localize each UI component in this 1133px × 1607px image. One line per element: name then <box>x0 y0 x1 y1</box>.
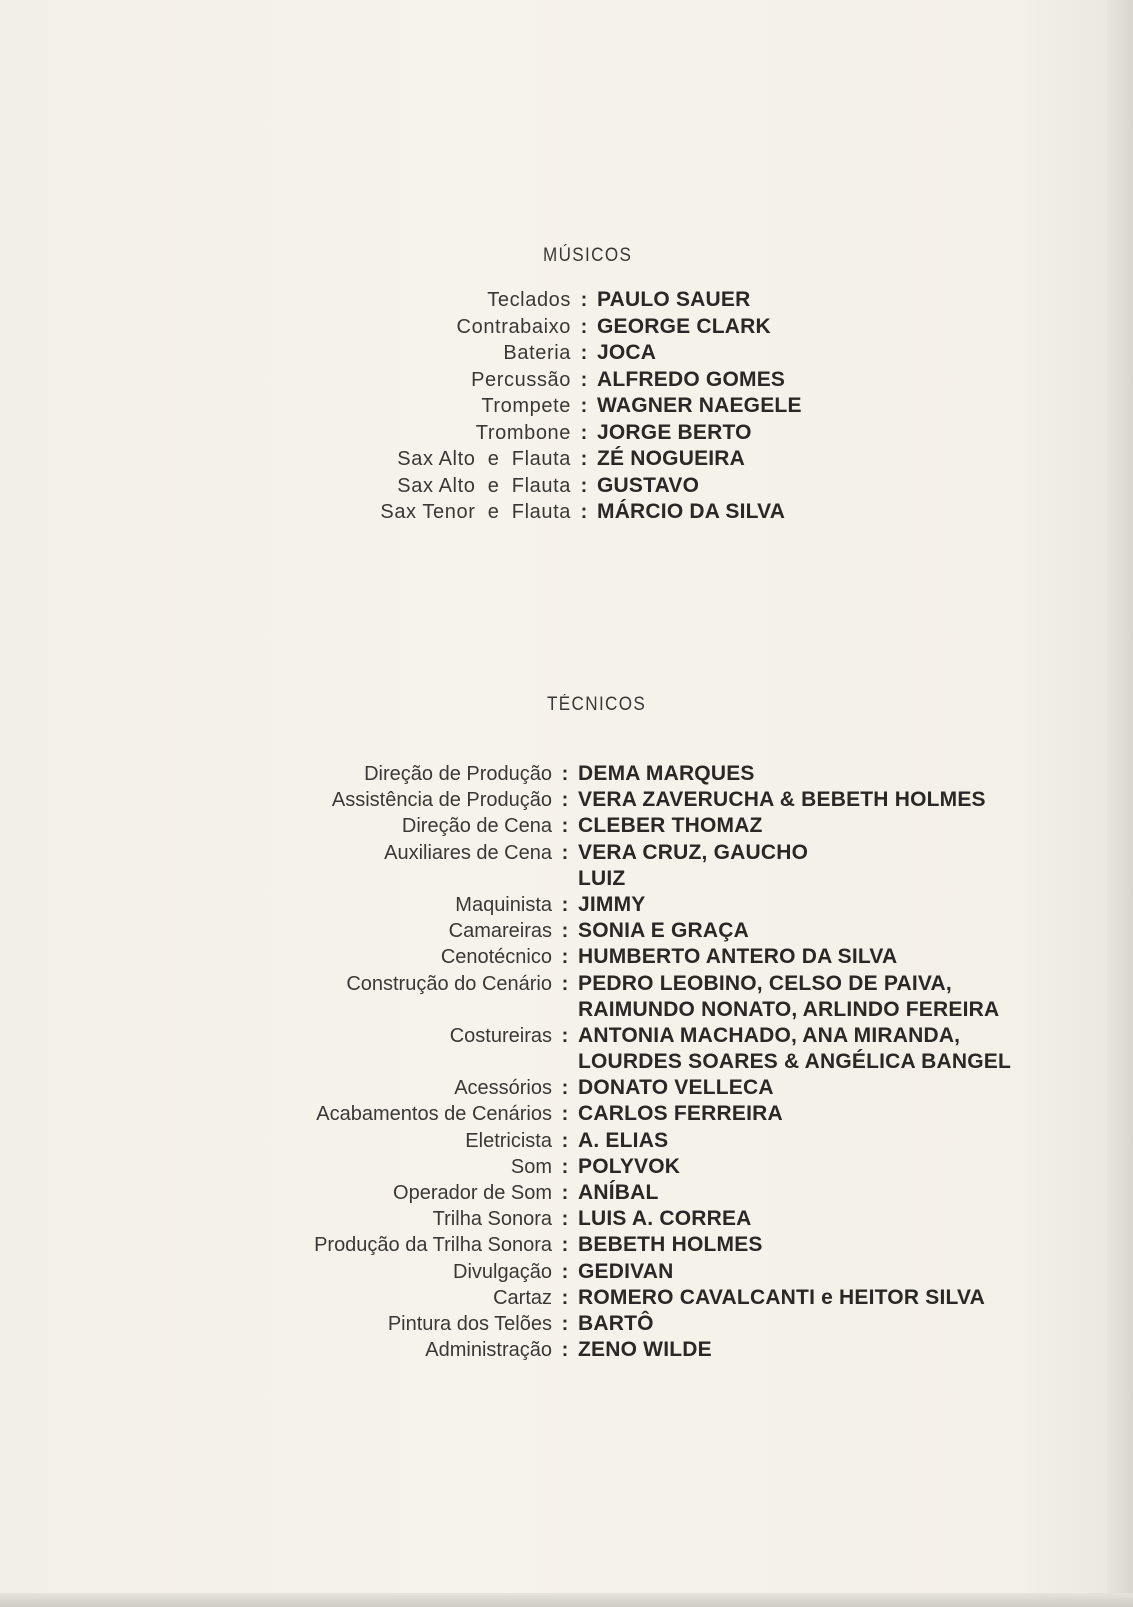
credit-row <box>306 841 1011 867</box>
credit-row-continuation <box>306 998 1011 1024</box>
credit-row <box>306 945 1011 971</box>
credit-row <box>306 814 1011 840</box>
credit-name: POLYVOK <box>578 1154 681 1178</box>
credit-separator: : <box>561 1312 569 1335</box>
credit-row <box>306 1207 1011 1233</box>
credit-role: Pintura dos Telões <box>387 1312 552 1335</box>
credit-row <box>306 1233 1011 1259</box>
credit-row <box>306 1286 1011 1312</box>
credit-name: A. ELIAS <box>578 1128 669 1152</box>
credit-separator: : <box>580 448 588 470</box>
credit-separator: : <box>580 421 588 444</box>
credit-separator: : <box>580 342 588 364</box>
credit-role: Contrabaixo <box>456 315 571 338</box>
credit-name: HUMBERTO ANTERO DA SILVA <box>578 945 898 969</box>
credit-separator: : <box>561 1339 569 1362</box>
credit-role: Auxiliares de Cena <box>384 841 552 864</box>
credit-name: VERA ZAVERUCHA & BEBETH HOLMES <box>578 788 986 812</box>
page-bottom-edge <box>0 1593 1133 1607</box>
credit-row <box>306 1076 1011 1102</box>
credit-role: Divulgação <box>453 1260 552 1283</box>
credit-role: Som <box>510 1155 552 1178</box>
tecnicos-credits-list <box>306 762 1011 1364</box>
credit-row <box>306 1024 1011 1050</box>
credit-name: BEBETH HOLMES <box>578 1233 763 1257</box>
credit-row <box>338 500 802 527</box>
credit-role: Camareiras <box>448 920 552 943</box>
credit-name: LUIS A. CORREA <box>578 1207 752 1231</box>
credit-name: ZÉ NOGUEIRA <box>597 447 746 470</box>
credit-name: ALFREDO GOMES <box>597 367 786 391</box>
credit-role: Direção de Cena <box>401 815 552 838</box>
credit-row <box>306 1338 1011 1364</box>
credit-name: GUSTAVO <box>597 473 700 497</box>
credit-role: Trilha Sonora <box>432 1208 552 1231</box>
credit-name: JIMMY <box>578 892 646 916</box>
credit-role: Administração <box>425 1339 552 1362</box>
credit-row <box>306 1129 1011 1155</box>
musicos-credits-list <box>338 288 802 527</box>
credit-row-continuation <box>306 867 1011 893</box>
credit-role: Trompete <box>481 395 571 417</box>
credit-separator: : <box>561 893 569 916</box>
credit-row <box>306 762 1011 788</box>
credit-role: Eletricista <box>465 1129 552 1152</box>
credit-name: DONATO VELLECA <box>578 1076 774 1100</box>
credit-role: Trombone <box>475 421 571 444</box>
credit-role: Teclados <box>487 289 571 311</box>
credit-row <box>338 368 802 395</box>
credit-role: Sax Alto e Flauta <box>397 448 571 470</box>
credit-row <box>306 972 1011 998</box>
credit-role: Cartaz <box>493 1286 552 1309</box>
credit-role: Construção do Cenário <box>346 972 552 995</box>
credit-separator: : <box>561 1129 569 1152</box>
credit-separator: : <box>561 1260 569 1283</box>
credit-name: JOCA <box>597 341 657 364</box>
credit-role: Sax Alto e Flauta <box>397 474 571 497</box>
credit-role: Maquinista <box>455 893 552 916</box>
credit-separator: : <box>561 1024 569 1047</box>
credit-separator: : <box>561 1077 569 1100</box>
credit-name: LUIZ <box>578 866 626 890</box>
credit-name: WAGNER NAEGELE <box>597 394 802 417</box>
credit-role: Bateria <box>503 342 571 364</box>
credit-role: Assistência de Produção <box>331 789 552 812</box>
credit-name: JORGE BERTO <box>597 420 752 444</box>
credit-name: GEORGE CLARK <box>597 314 771 338</box>
credit-row-continuation <box>306 1050 1011 1076</box>
credit-separator: : <box>580 315 588 338</box>
page-edge-shadow <box>1107 0 1133 1607</box>
credit-separator: : <box>561 920 569 943</box>
credit-name: CARLOS FERREIRA <box>578 1102 783 1126</box>
credit-separator: : <box>561 946 569 969</box>
credit-row <box>306 1181 1011 1207</box>
credit-role: Sax Tenor e Flauta <box>380 501 571 523</box>
credit-separator: : <box>580 474 588 497</box>
credit-separator: : <box>561 1103 569 1126</box>
credit-separator: : <box>580 501 588 523</box>
credit-separator: : <box>561 972 569 995</box>
credit-row <box>306 919 1011 945</box>
credit-name: BARTÔ <box>578 1311 654 1335</box>
credit-name: DEMA MARQUES <box>578 762 755 785</box>
credit-role: Produção da Trilha Sonora <box>314 1234 552 1257</box>
credit-role: Cenotécnico <box>440 946 552 969</box>
credit-role: Percussão <box>471 368 571 391</box>
credit-separator: : <box>561 815 569 838</box>
credit-name: ANÍBAL <box>578 1181 659 1204</box>
credit-separator: : <box>580 289 588 311</box>
credit-name: SONIA E GRAÇA <box>578 919 749 943</box>
credit-name: LOURDES SOARES & ANGÉLICA BANGEL <box>578 1050 1012 1074</box>
credit-row <box>338 288 802 315</box>
credit-row <box>306 1260 1011 1286</box>
credit-separator: : <box>580 395 588 417</box>
credit-row <box>306 1102 1011 1128</box>
credit-name: VERA CRUZ, GAUCHO <box>578 840 809 864</box>
credit-separator: : <box>561 1286 569 1309</box>
credit-name: ZENO WILDE <box>578 1338 712 1362</box>
credit-row <box>306 893 1011 919</box>
credit-role: Acessórios <box>454 1077 552 1100</box>
credit-role: Direção de Produção <box>364 763 552 785</box>
credit-role: Costureiras <box>449 1024 552 1047</box>
credit-row <box>306 1312 1011 1338</box>
credit-row <box>338 341 802 368</box>
credit-name: ROMERO CAVALCANTI e HEITOR SILVA <box>578 1285 985 1309</box>
credit-name: GEDIVAN <box>578 1259 674 1283</box>
credit-separator: : <box>561 1182 569 1204</box>
credit-separator: : <box>561 789 569 812</box>
credit-row <box>338 474 802 501</box>
credit-separator: : <box>561 1208 569 1231</box>
credit-separator: : <box>580 368 588 391</box>
credit-name: MÁRCIO DA SILVA <box>597 500 786 523</box>
credit-name: PEDRO LEOBINO, CELSO DE PAIVA, <box>578 971 952 995</box>
credit-name: ANTONIA MACHADO, ANA MIRANDA, <box>578 1023 961 1047</box>
credit-row <box>338 421 802 448</box>
credit-name: PAULO SAUER <box>597 288 751 311</box>
credit-separator: : <box>561 1155 569 1178</box>
credit-name: CLEBER THOMAZ <box>578 814 763 838</box>
credit-name: RAIMUNDO NONATO, ARLINDO FEREIRA <box>578 997 1000 1021</box>
credit-separator: : <box>561 763 569 785</box>
credit-row <box>338 315 802 342</box>
credit-role: Acabamentos de Cenários <box>316 1103 552 1126</box>
credit-row <box>338 447 802 474</box>
credit-row <box>306 788 1011 814</box>
credit-row <box>338 394 802 421</box>
section-title-tecnicos: TÉCNICOS <box>547 694 647 715</box>
credit-separator: : <box>561 841 569 864</box>
credit-row <box>306 1155 1011 1181</box>
credit-role: Operador de Som <box>393 1182 552 1204</box>
section-title-musicos: MÚSICOS <box>543 245 633 266</box>
credit-separator: : <box>561 1234 569 1257</box>
